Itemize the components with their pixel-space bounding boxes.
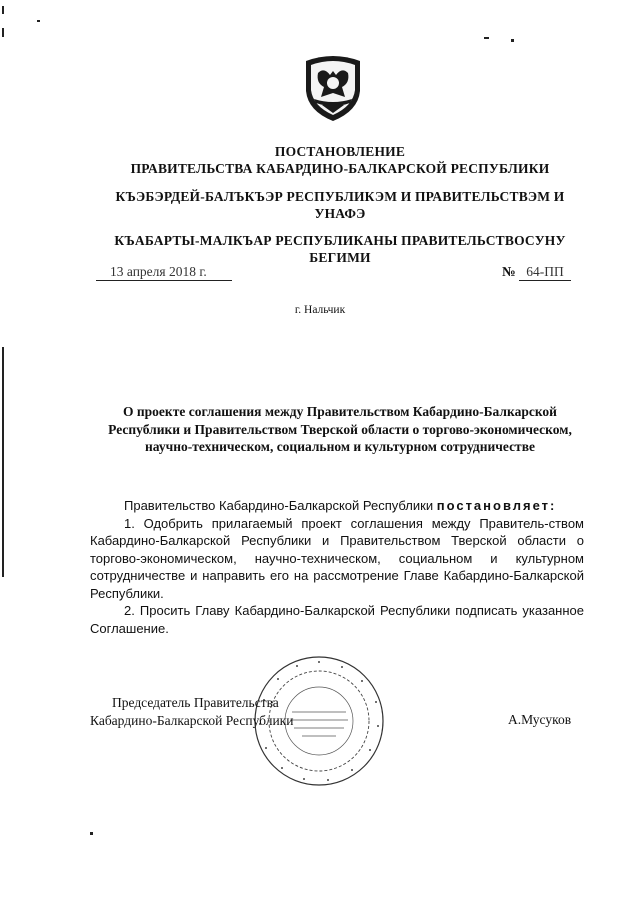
document-date: 13 апреля 2018 г. — [96, 263, 232, 281]
document-heading — [100, 143, 580, 177]
city-label: г. Нальчик — [294, 304, 346, 316]
scan-mark — [37, 20, 40, 22]
document-body — [90, 497, 584, 637]
coat-of-arms-icon — [300, 53, 366, 123]
number-value: 64-ПП — [519, 263, 571, 281]
signer-position — [90, 694, 293, 729]
intro-paragraph — [90, 497, 584, 515]
scan-mark — [2, 6, 4, 14]
document-title: О проекте соглашения между Правительством Кабардино-Балкарской Республики и Правительством Тверской области о торгово-экономическом, научно-техническом, социальном и культурном сотрудничестве — [108, 404, 572, 454]
heading-line: ПРАВИТЕЛЬСТВА КАБАРДИНО-БАЛКАРСКОЙ РЕСПУБЛИКИ — [130, 161, 550, 176]
item-2: 2. Просить Главу Кабардино-Балкарской Республики подписать указанное Соглашение. — [90, 603, 584, 636]
signer-position-line: Кабардино-Балкарской Республики — [90, 712, 294, 728]
intro-text: Правительство Кабардино-Балкарской Республики — [124, 498, 434, 513]
scan-mark — [2, 28, 4, 37]
heading-line: ПОСТАНОВЛЕНИЕ — [274, 144, 406, 159]
scan-mark — [484, 37, 489, 39]
document-number — [502, 263, 582, 281]
signer-position-line: Председатель Правительства — [112, 695, 279, 710]
number-sign: № — [502, 264, 516, 279]
scan-mark — [511, 39, 514, 42]
heading-balkar: КЪАБАРТЫ-МАЛКЪАР РЕСПУБЛИКАНЫ ПРАВИТЕЛЬСТВОСУНУ БЕГИМИ — [114, 233, 566, 265]
signer-name: А.Мусуков — [508, 712, 572, 727]
intro-verb: постановляет: — [436, 498, 557, 513]
item-1: 1. Одобрить прилагаемый проект соглашения между Правитель-ством Кабардино-Балкарской Республики и Правительством Тверской области о торгово-экономическом, научно-техническом, социальном и культурном сотрудничестве и направить его на рассмотрение Главе Кабардино-Балкарской Республики. — [90, 515, 584, 601]
scan-mark — [90, 832, 93, 835]
scan-mark — [2, 347, 4, 577]
heading-kabardian: КЪЭБЭРДЕЙ-БАЛЪКЪЭР РЕСПУБЛИКЭМ И ПРАВИТЕЛЬСТВЭМ И УНАФЭ — [115, 189, 565, 221]
